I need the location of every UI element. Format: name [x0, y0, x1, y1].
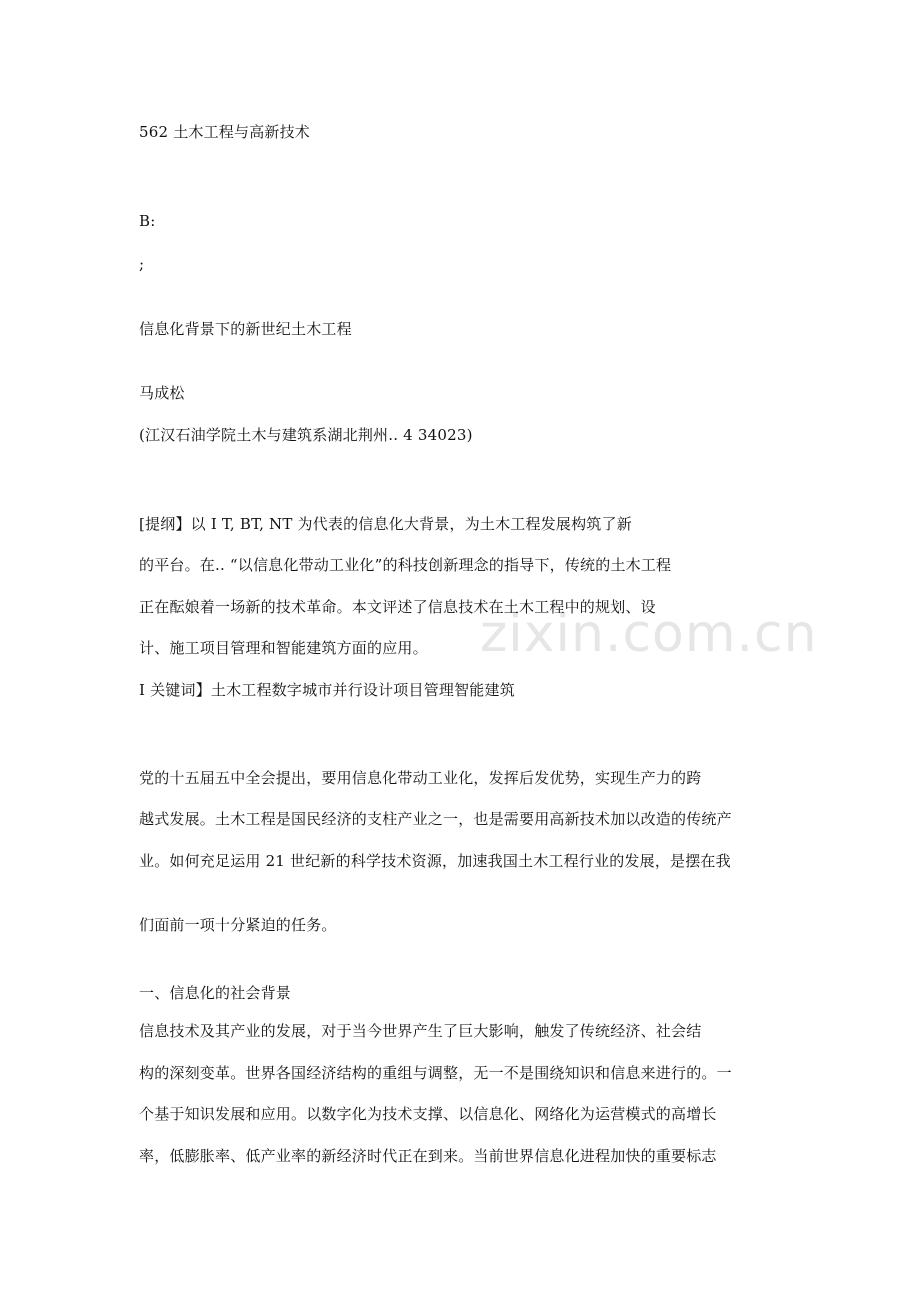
abstract-line: 的平台。在.. “以信息化带动工业化”的科技创新理念的指导下，传统的土木工程: [139, 556, 672, 574]
keywords: I 关键词】土木工程数字城市并行设计项目管理智能建筑: [139, 681, 515, 699]
abstract-line: 正在酝娘着一场新的技术革命。本文评述了信息技术在土木工程中的规划、设: [139, 598, 656, 616]
affiliation: (江汉石油学院土木与建筑系湖北荆州.. 4 34023): [139, 426, 473, 444]
page-header: 562 土木工程与高新技术: [139, 123, 310, 141]
intro-line: 们面前一项十分紧迫的任务。: [139, 916, 337, 934]
section-heading: 一、信息化的社会背景: [139, 984, 292, 1002]
author: 马成松: [139, 384, 185, 402]
section-line: 率，低膨胀率、低产业率的新经济时代正在到来。当前世界信息化进程加快的重要标志: [139, 1147, 717, 1165]
intro-line: 越式发展。土木工程是国民经济的支柱产业之一，也是需要用高新技术加以改造的传统产: [139, 810, 732, 828]
section-line: 个基于知识发展和应用。以数字化为技术支撑、以信息化、网络化为运营模式的高增长: [139, 1105, 717, 1123]
section-line: 构的深刻变革。世界各国经济结构的重组与调整，无一不是围绕知识和信息来进行的。一: [139, 1064, 732, 1082]
abstract-line: 计、施工项目管理和智能建筑方面的应用。: [139, 639, 428, 657]
abstract-line: [提纲】以 I T, BT, NT 为代表的信息化大背景，为土木工程发展构筑了新: [139, 515, 632, 533]
section-line: 信息技术及其产业的发展，对于当今世界产生了巨大影响，触发了传统经济、社会结: [139, 1022, 702, 1040]
semicolon: ;: [139, 255, 145, 273]
b-label: B:: [139, 212, 156, 230]
intro-line: 业。如何充足运用 21 世纪新的科学技术资源，加速我国土木工程行业的发展，是摆在我: [139, 852, 731, 870]
watermark: zixin.com.cn: [480, 604, 818, 664]
intro-line: 党的十五届五中全会提出，要用信息化带动工业化，发挥后发优势，实现生产力的跨: [139, 769, 702, 787]
article-title: 信息化背景下的新世纪土木工程: [139, 320, 352, 338]
